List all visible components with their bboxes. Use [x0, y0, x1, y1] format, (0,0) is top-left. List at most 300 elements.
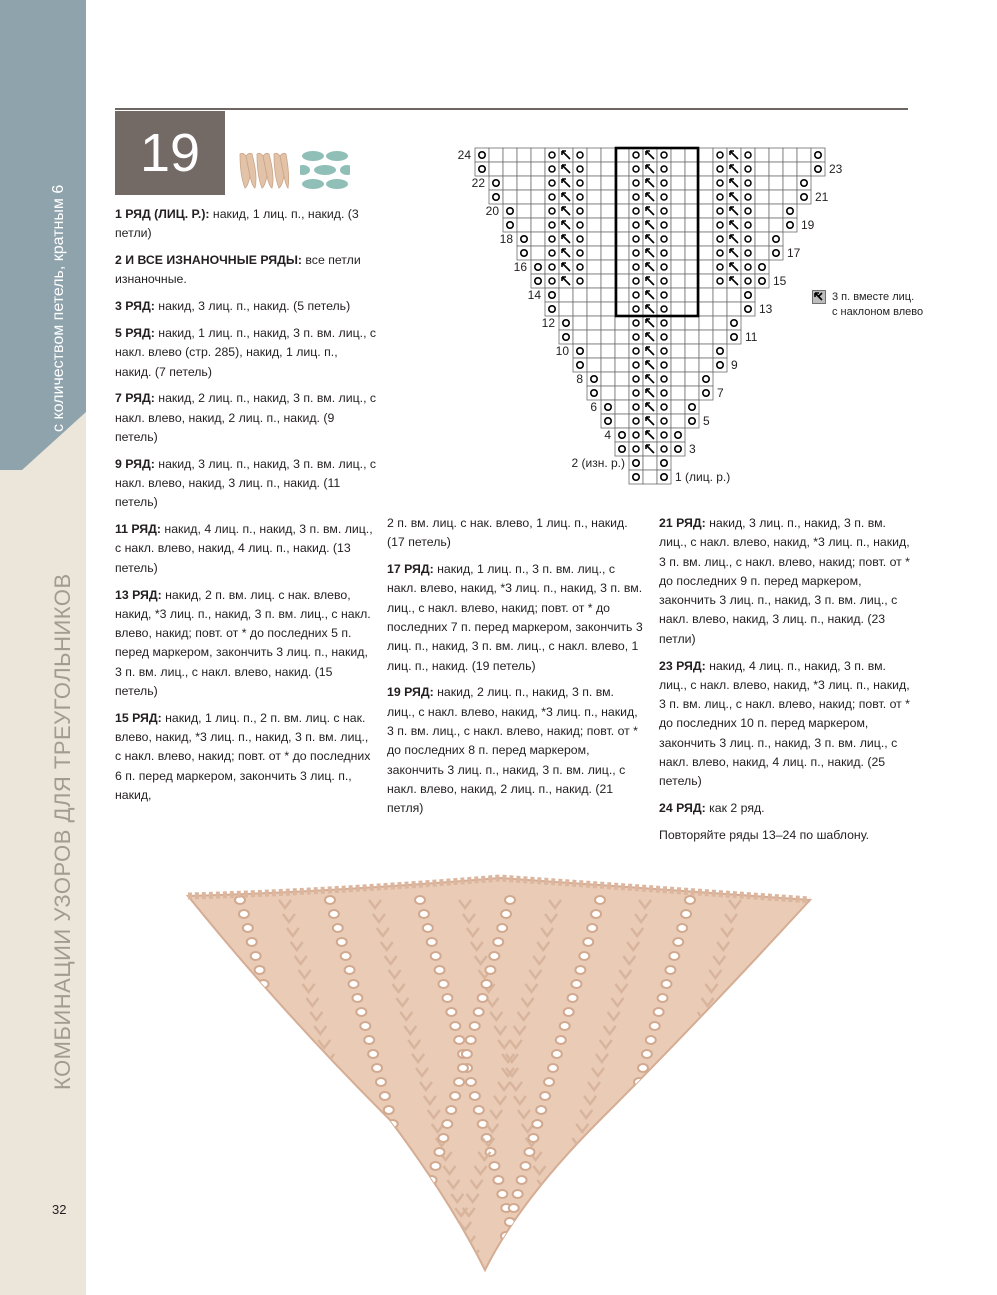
chart-cell [601, 190, 615, 204]
chart-cell [741, 246, 755, 260]
knit-texture-mark [575, 966, 585, 974]
chart-cell [755, 162, 769, 176]
knit-texture-mark [595, 896, 605, 904]
knit-texture-mark [462, 1050, 472, 1058]
chart-cell [615, 386, 629, 400]
chart-cell [587, 162, 601, 176]
chart-cell [671, 358, 685, 372]
chart-cell [531, 162, 545, 176]
knit-texture-mark [513, 1190, 523, 1198]
row-label: 19 РЯД: [387, 685, 434, 700]
knit-texture-mark [497, 1190, 507, 1198]
knit-texture-mark [458, 1064, 468, 1072]
knit-texture-mark [243, 924, 253, 932]
knit-texture-mark [434, 1148, 444, 1156]
chart-cell [629, 470, 643, 484]
chart-cell [797, 176, 811, 190]
knit-texture-mark [528, 1134, 538, 1142]
chart-cell [587, 330, 601, 344]
knit-texture-mark [643, 1208, 655, 1216]
chart-cell [671, 246, 685, 260]
knit-texture-mark [438, 1134, 448, 1142]
knit-texture-mark [587, 1246, 597, 1254]
chart-cell [587, 176, 601, 190]
chart-row-label: 16 [513, 260, 527, 274]
chart-cell [629, 330, 643, 344]
knit-texture-mark [677, 924, 687, 932]
chart-cell [615, 344, 629, 358]
chart-cell [503, 176, 517, 190]
knit-texture-mark [274, 1036, 284, 1044]
chart-cell [587, 386, 601, 400]
knit-texture-mark [583, 1260, 593, 1268]
chart-cell [629, 302, 643, 316]
knit-texture-mark [450, 1022, 460, 1030]
knit-texture-mark [686, 1054, 698, 1062]
chart-cell [671, 330, 685, 344]
chart-cell [699, 372, 713, 386]
knit-texture-mark [545, 1236, 557, 1244]
chart-cell [601, 232, 615, 246]
row-label: 23 РЯД: [659, 658, 706, 673]
chart-cell [601, 218, 615, 232]
chart-cell [741, 218, 755, 232]
knit-texture-mark [266, 1008, 276, 1016]
chart-cell [601, 162, 615, 176]
knit-texture-mark [681, 910, 691, 918]
chart-cell [629, 372, 643, 386]
knit-texture-mark [345, 966, 355, 974]
knit-texture-mark [549, 1222, 561, 1230]
chart-cell [587, 316, 601, 330]
chart-cell [573, 316, 587, 330]
chart-cell [657, 218, 671, 232]
chart-cell [489, 148, 503, 162]
stockinette-stitch-icon [238, 150, 290, 190]
chart-cell [587, 358, 601, 372]
knit-texture-mark [361, 1194, 373, 1202]
chart-cell [601, 386, 615, 400]
chart-cell [573, 330, 587, 344]
knit-texture-mark [694, 1026, 706, 1034]
chart-cell [699, 274, 713, 288]
knit-texture-mark [290, 1092, 300, 1100]
chart-cell [489, 176, 503, 190]
chart-cell [699, 302, 713, 316]
chart-cell [657, 372, 671, 386]
chart-cell [713, 260, 727, 274]
chart-cell [601, 372, 615, 386]
knit-texture-mark [544, 1078, 554, 1086]
knit-texture-mark [661, 980, 671, 988]
row-label: 13 РЯД: [115, 587, 162, 602]
knit-texture-mark [454, 1036, 464, 1044]
row-label: 2 И ВСЕ ИЗНАНОЧНЫЕ РЯДЫ: [115, 253, 302, 268]
knit-texture-mark [239, 910, 249, 918]
row-label: 15 РЯД: [115, 710, 162, 725]
chart-row-label: 5 [703, 414, 710, 428]
knit-texture-mark [501, 1232, 511, 1240]
chart-row [545, 288, 755, 302]
knit-texture-mark [407, 1246, 417, 1254]
chart-cell [601, 316, 615, 330]
knit-texture-mark [251, 952, 261, 960]
row-text: накид, 3 лиц. п., накид, 3 п. вм. лиц., с накл. влево, накид, *3 лиц. п., накид, 3 п. вм. лиц., с накл. влево, накид; повт. от * до последних 9 п. перед маркером, закончить 3 лиц. п., накид, 3 п. вм. лиц., с накл. влево, накид, 3 лиц. п., накид. (23 петли) [659, 516, 910, 646]
chart-row-label: 11 [745, 330, 758, 344]
chart-cell [769, 218, 783, 232]
chart-row [489, 190, 811, 204]
knit-texture-mark [278, 1050, 288, 1058]
legend-line2: с наклоном влево [832, 306, 924, 318]
chart-cell [531, 246, 545, 260]
knit-texture-mark [372, 1064, 382, 1072]
knit-texture-mark [415, 1218, 425, 1226]
chart-cell [517, 246, 531, 260]
knit-texture-mark [435, 966, 445, 974]
chart-cell [601, 358, 615, 372]
chart-cell [545, 260, 559, 274]
chart-cell [769, 246, 783, 260]
chart-cell [517, 176, 531, 190]
chart-cell [699, 246, 713, 260]
chart-cell [559, 302, 573, 316]
knit-texture-mark [349, 980, 359, 988]
knit-texture-mark [342, 1124, 354, 1132]
row-text: 2 п. вм. лиц. с нак. влево, 1 лиц. п., накид. (17 петель) [387, 516, 628, 550]
chart-cell [615, 428, 629, 442]
knit-texture-mark [690, 1040, 702, 1048]
chart-row-label: 17 [787, 246, 801, 260]
chart-cell [685, 358, 699, 372]
chart-cell [573, 288, 587, 302]
knit-texture-mark [451, 1250, 463, 1258]
knit-texture-mark [419, 1204, 429, 1212]
instructions-column-1 [115, 205, 377, 813]
purl-stitch-icon [300, 150, 350, 190]
instruction-paragraph [115, 205, 377, 244]
chart-cell [517, 232, 531, 246]
chart-cell [713, 316, 727, 330]
knit-texture-mark [561, 1264, 573, 1272]
chart-cell [755, 204, 769, 218]
chart-cell [531, 260, 545, 274]
chart-cell [615, 442, 629, 456]
chart-cell [741, 288, 755, 302]
chart-cell [629, 162, 643, 176]
chart-cell [727, 302, 741, 316]
chart-cell [545, 162, 559, 176]
chart-cell [671, 260, 685, 274]
chart-cell [503, 162, 517, 176]
chart-cell [755, 190, 769, 204]
chart-cell [699, 204, 713, 218]
chart-row [587, 372, 713, 386]
chart-row [503, 204, 797, 218]
knit-texture-mark [270, 1022, 280, 1030]
knit-texture-mark [376, 1078, 386, 1086]
chart-cell [531, 232, 545, 246]
chart-cell [629, 442, 643, 456]
knit-texture-mark [630, 1092, 640, 1100]
chart-cell [671, 386, 685, 400]
chart-cell [657, 288, 671, 302]
chart-row-label: 8 [576, 372, 583, 386]
chart-cell [713, 302, 727, 316]
knit-texture-mark [338, 1110, 350, 1118]
sidebar [0, 0, 86, 1295]
chart-cell [797, 190, 811, 204]
chart-row-label: 24 [457, 148, 471, 162]
chart-cell [713, 176, 727, 190]
chart-cell [741, 274, 755, 288]
chart-cell [769, 162, 783, 176]
chart-cell [601, 176, 615, 190]
chart-row-label: 9 [731, 358, 738, 372]
row-text: накид, 1 лиц. п., 3 п. вм. лиц., с накл. влево, накид, *3 лиц. п., накид, 3 п. вм. лиц., с накл. влево, накид; повт. от * до последних 7 п. перед маркером, закончить 3 лиц. п., накид, 3 п. вм. лиц., с накл. влево, 1 лиц. п., накид. (19 петель) [387, 562, 643, 673]
chart-cell [475, 162, 489, 176]
knit-texture-mark [478, 994, 488, 1002]
knit-texture-mark [650, 1022, 660, 1030]
chart-cell [657, 386, 671, 400]
chart-cell [615, 414, 629, 428]
chart-cell [629, 176, 643, 190]
chart-cell [573, 260, 587, 274]
knit-texture-mark [685, 896, 695, 904]
chart-cell [517, 204, 531, 218]
knit-texture-mark [669, 952, 679, 960]
chart-cell [797, 162, 811, 176]
chart-cell [559, 316, 573, 330]
knit-texture-mark [587, 924, 597, 932]
knit-texture-mark [607, 1176, 617, 1184]
chart-cell [657, 232, 671, 246]
chart-cell [671, 414, 685, 428]
knit-texture-mark [419, 1232, 429, 1240]
row-text: накид, 4 лиц. п., накид, 3 п. вм. лиц., с накл. влево, накид, 4 лиц. п., накид. (13 петель) [115, 522, 373, 575]
chart-cell [797, 148, 811, 162]
chart-cell [657, 316, 671, 330]
chart-cell [699, 162, 713, 176]
chart-cell [573, 204, 587, 218]
chart-cell [545, 190, 559, 204]
knit-texture-mark [313, 1176, 323, 1184]
chart-row [531, 274, 769, 288]
knit-texture-mark [357, 1180, 369, 1188]
chart-cell [685, 344, 699, 358]
sidebar-subtitle: с количеством петель, кратным 6 [50, 184, 67, 432]
chart-cell [741, 162, 755, 176]
chart-cell [545, 274, 559, 288]
chart-cell [727, 330, 741, 344]
knit-texture-mark [333, 924, 343, 932]
knit-texture-mark [537, 1264, 549, 1272]
chart-cell [573, 218, 587, 232]
instruction-paragraph [115, 455, 377, 513]
chart-cell [741, 148, 755, 162]
chart-cell [769, 148, 783, 162]
chart-cell [601, 288, 615, 302]
chart-cell [629, 260, 643, 274]
chart-cell [545, 204, 559, 218]
chart-cell [755, 274, 769, 288]
knit-texture-mark [521, 1162, 531, 1170]
chart-row-label: 21 [815, 190, 829, 204]
knit-texture-mark [536, 1106, 546, 1114]
knit-texture-mark [353, 1166, 365, 1174]
instruction-paragraph [659, 826, 917, 845]
chart-cell [587, 260, 601, 274]
instruction-paragraph [387, 683, 645, 818]
chart-cell [629, 274, 643, 288]
chart-cell [685, 316, 699, 330]
chart-cell [741, 232, 755, 246]
chart-cell [601, 260, 615, 274]
chart-cell [671, 302, 685, 316]
chart-cell [713, 148, 727, 162]
knit-texture-mark [466, 1078, 476, 1086]
knit-texture-mark [419, 910, 429, 918]
chart-cell [657, 260, 671, 274]
knit-texture-mark [403, 1260, 413, 1268]
chart-cell [573, 302, 587, 316]
chart-cell [587, 302, 601, 316]
knit-texture-mark [509, 1204, 519, 1212]
chart-row [615, 428, 685, 442]
row-label: 24 РЯД: [659, 801, 706, 816]
chart-row [573, 358, 727, 372]
knit-texture-mark [541, 1194, 553, 1202]
chart-cell [503, 204, 517, 218]
chart-cell [699, 330, 713, 344]
chart-cell [629, 428, 643, 442]
chart-cell [671, 274, 685, 288]
chart-cell [713, 190, 727, 204]
knit-texture-mark [505, 896, 515, 904]
row-text: как 2 ряд. [705, 801, 765, 816]
chart-cell [587, 218, 601, 232]
chart-cell [783, 218, 797, 232]
chart-cell [657, 414, 671, 428]
knit-texture-mark [474, 1008, 484, 1016]
instructions-column-2 [387, 514, 645, 826]
knit-texture-mark [478, 1120, 488, 1128]
knit-texture-mark [325, 896, 335, 904]
knit-texture-mark [325, 1218, 335, 1226]
chart-cell [629, 358, 643, 372]
row-text: Повторяйте ряды 13–24 по шаблону. [659, 827, 870, 842]
chart-cell [475, 148, 489, 162]
chart-cell [755, 232, 769, 246]
chart-row [517, 246, 783, 260]
knit-texture-mark [350, 1152, 362, 1160]
knit-texture-mark [614, 1148, 624, 1156]
row-label: 11 РЯД: [115, 522, 162, 537]
knit-texture-mark [560, 1022, 570, 1030]
knit-texture-mark [568, 994, 578, 1002]
knit-texture-mark [255, 966, 265, 974]
chart-cell [811, 162, 825, 176]
chart-cell [671, 316, 685, 330]
chart-cell [545, 232, 559, 246]
chart-cell [783, 176, 797, 190]
knit-texture-mark [352, 994, 362, 1002]
instruction-paragraph [115, 709, 377, 805]
row-text: накид, 3 лиц. п., накид, 3 п. вм. лиц., с накл. влево, накид, 3 лиц. п., накид. (11 петель) [115, 456, 377, 510]
chart-cell [657, 176, 671, 190]
knit-texture-mark [545, 1208, 557, 1216]
knit-texture-mark [330, 1082, 342, 1090]
chart-cell [531, 190, 545, 204]
knit-texture-mark [423, 924, 433, 932]
chart-cell [699, 358, 713, 372]
knit-texture-mark [501, 910, 511, 918]
chart-cell [629, 400, 643, 414]
chart-cell [545, 218, 559, 232]
instructions-column-3 [659, 514, 917, 853]
knit-texture-mark [450, 1092, 460, 1100]
knit-texture-mark [427, 1260, 437, 1268]
chart-cell [699, 176, 713, 190]
knit-texture-mark [365, 1208, 377, 1216]
knit-texture-mark [329, 1232, 339, 1240]
instruction-paragraph [115, 324, 377, 382]
chart-cell [587, 204, 601, 218]
chart-row-label: 6 [590, 400, 597, 414]
chart-row-label: 18 [499, 232, 513, 246]
chart-cell [587, 344, 601, 358]
chart-cell [573, 358, 587, 372]
chart-cell [713, 330, 727, 344]
chart-cell [629, 204, 643, 218]
chart-cell [671, 232, 685, 246]
chart-cell [643, 456, 657, 470]
knit-texture-mark [403, 1176, 413, 1184]
chart-cell [769, 232, 783, 246]
chart-row-label: 12 [541, 316, 555, 330]
chart-cell [587, 232, 601, 246]
knit-texture-mark [489, 952, 499, 960]
knit-texture-mark [627, 1264, 639, 1272]
chart-cell [713, 344, 727, 358]
knit-texture-mark [431, 1162, 441, 1170]
chart-cell [699, 260, 713, 274]
chart-cell [713, 218, 727, 232]
sk2p-left-icon [812, 290, 826, 304]
chart-cell [629, 456, 643, 470]
knitting-chart [440, 140, 860, 490]
chart-cell [671, 344, 685, 358]
knit-texture-mark [673, 938, 683, 946]
knit-texture-mark [591, 910, 601, 918]
chart-cell [503, 148, 517, 162]
knit-texture-mark [329, 910, 339, 918]
knit-texture-mark [658, 1152, 670, 1160]
chart-cell [783, 204, 797, 218]
knit-texture-mark [298, 1120, 308, 1128]
row-text: накид, 1 лиц. п., накид. (3 петли) [115, 207, 359, 241]
chart-cell [601, 330, 615, 344]
knit-texture-mark [651, 1180, 663, 1188]
knit-texture-mark [557, 1250, 569, 1258]
chart-legend [812, 290, 923, 320]
chart-cell [531, 204, 545, 218]
knit-texture-mark [642, 1050, 652, 1058]
chart-cell [489, 162, 503, 176]
chart-cell [545, 176, 559, 190]
chart-row-label: 10 [555, 344, 569, 358]
header-rule [115, 108, 908, 110]
knit-texture-mark [603, 1190, 613, 1198]
